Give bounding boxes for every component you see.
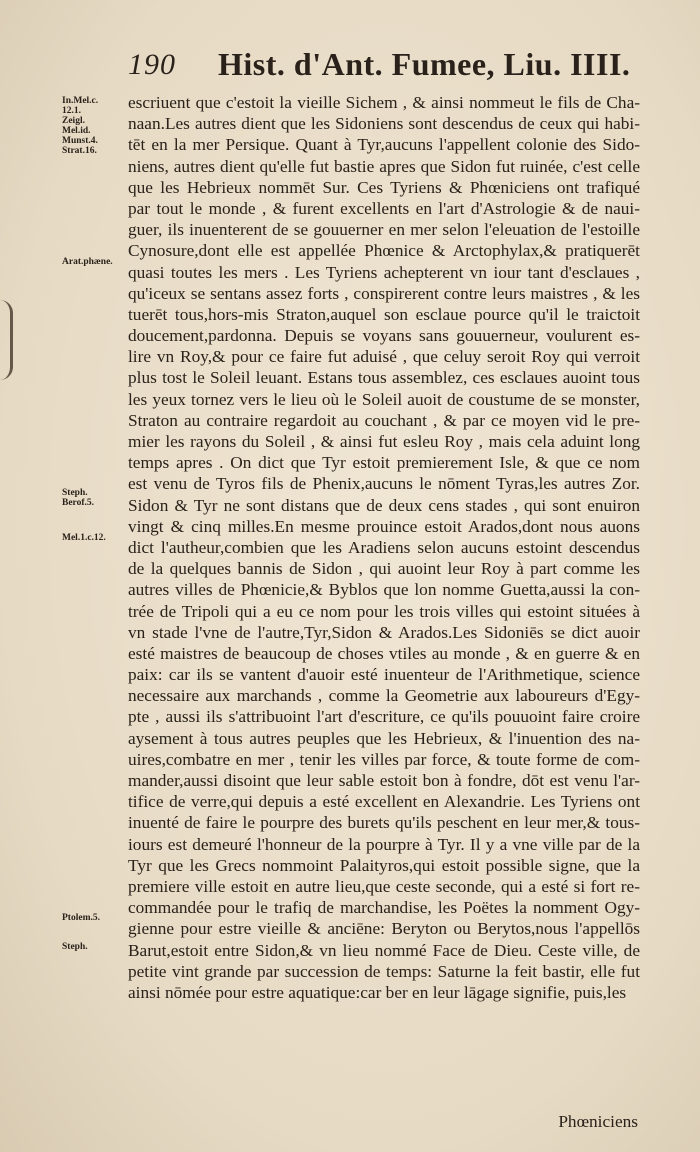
text-line: ainsi nōmée pour estre aquatique:car ber en leur lāgage signifie, puis,les [128, 982, 627, 1002]
text-line: premiere ville estoit en autre lieu,que ceste seconde, qui a esté si fort re- [128, 876, 640, 896]
text-line: iours est demeuré l'honneur de la pourpre à Tyr. Il y a vne ville par de la [128, 834, 640, 854]
text-line: paix: car ils se vantent d'auoir esté inuenteur de l'Arithmetique, science [128, 665, 640, 685]
text-line: aysement à tous autres peuples que les Hebrieux, & l'inuention des na- [128, 728, 640, 748]
margin-note: In.Mel.c. 12.1. Zeigl. Mel.id. Munst.4. Strat.16. [62, 96, 99, 156]
text-line: autres villes de Phœnicie,& Byblos que lon nomme Guetta,aussi la con- [128, 580, 640, 600]
margin-note: Steph. Berof.5. [62, 488, 95, 508]
text-line: mander,aussi disoint que leur sable estoit bon à fondre, dōt est venu l'ar- [128, 771, 640, 790]
text-line: uires,combatre en mer , tenir les villes par force, & toute forme de com- [128, 749, 640, 769]
text-line: tifice de verre,qui depuis a esté excellent en Alexandrie. Les Tyriens ont [128, 792, 640, 812]
text-line: inuenté de faire le pourpre des burets qu'ils peschent en leur mer,& tous- [128, 813, 640, 833]
text-line: esté maistres de beaucoup de choses vtiles au monde , & en guerre & en [128, 643, 640, 663]
text-line: tuerēt tous,hors-mis Straton,auquel son esclaue pource qu'il le traictoit [128, 304, 640, 324]
text-line: de la quelques bannis de Sidon , qui auoint leur Roy à part comme les [128, 559, 640, 579]
text-line: gienne pour estre vieille & anciēne: Beryton ou Berytos,nous l'appellōs [128, 919, 640, 939]
text-line: dict l'autheur,combien que les Aradiens selon aucuns estoint descendus [128, 537, 640, 557]
running-head: Hist. d'Ant. Fumee, Liu. IIII. [218, 46, 631, 82]
binding-edge [0, 300, 13, 380]
text-line: quasi toutes les mers . Les Tyriens achepterent vn iour tant d'esclaues , [128, 262, 640, 282]
text-line: trée de Tripoli qui a eu ce nom pour les trois villes qui estoint situées à [128, 601, 640, 621]
margin-note: Ptolem.5. [62, 913, 100, 923]
margin-note: Mel.1.c.12. [62, 533, 106, 543]
text-line: vingt & cinq milles.En mesme prouince estoit Arados,dont nous auons [128, 516, 640, 536]
text-line: qu'iceux se sentans assez forts , conspirerent contre leurs maistres , & les [128, 283, 640, 303]
text-line: niens, autres dient qu'elle fut bastie apres que Sidon fut ruinée, c'est celle [128, 156, 640, 176]
text-line: doucement,pardonna. Depuis se voyans sans gouuerneur, voulurent es- [128, 326, 640, 346]
text-line: lire vn Roy,& pour ce faire fut aduisé , que celuy seroit Roy qui verroit [128, 347, 640, 367]
text-line: par tout le monde , & furent excellents en l'art d'Astrologie & de naui- [128, 198, 640, 218]
text-line: Tyr que les Grecs nommoint Palaityros,qui estoit possible signe, que la [128, 855, 640, 875]
margin-note: Steph. [62, 942, 88, 952]
text-line: guer, ils inuenterent de se gouuerner en mer selon l'eleuation de l'estoille [128, 220, 640, 240]
text-line: tēt en la mer Persique. Quant à Tyr,aucuns l'appellent colonie des Sido- [128, 135, 640, 155]
text-line: Barut,estoit entre Sidon,& vn lieu nommé Face de Dieu. Ceste ville, de [128, 940, 640, 960]
text-line: naan.Les autres dient que les Sidoniens sont descendus de ceux qui habi- [128, 114, 640, 134]
text-line: que les Hebrieux nommēt Sur. Ces Tyriens & Phœniciens ont trafiqué [128, 177, 640, 197]
text-line: escriuent que c'estoit la vieille Sichem , & ainsi nommeut le fils de Cha- [128, 93, 640, 112]
text-line: pte , aussi ils s'attribuoint l'art d'escriture, ce qu'ils pouuoint faire croire [128, 707, 640, 727]
text-line: Straton au contraire regardoit au couchant , & par ce moyen vid le pre- [128, 410, 640, 430]
text-line: mier les rayons du Soleil , & ainsi fut esleu Roy , mais cela aduint long [128, 432, 640, 451]
text-line: est venu de Tyros fils de Phenix,aucuns le nōment Tyras,les autres Zor. [128, 474, 640, 494]
text-line: plus tost le Soleil leuant. Estans tous assemblez, ces esclaues auoint tous [128, 368, 640, 388]
page-number: 190 [128, 48, 176, 81]
margin-note: Arat.phæne. [62, 257, 113, 267]
text-line: petite vint grande par succession de temps: Saturne la feit bastir, elle fut [128, 961, 640, 981]
text-line: necessaire aux marchands , comme la Geometrie aux laboureurs d'Egy- [128, 686, 640, 706]
text-line: commandée pour le trafiq de marchandise, les Poëtes la nomment Ogy- [128, 898, 640, 918]
body-text [128, 92, 640, 1003]
text-line: temps apres . On dict que Tyr estoit premierement Isle, & que ce nom [128, 453, 640, 473]
text-line: Cynosure,dont elle est appellée Phœnice & Arctophylax,& pratiquerēt [128, 241, 640, 261]
text-line: vn stade l'vne de l'autre,Tyr,Sidon & Arados.Les Sidoniēs se dict auoir [128, 622, 640, 642]
text-line: Sidon & Tyr ne sont distans que de deux cens stades , qui sont enuiron [128, 495, 640, 515]
catchword: Phœniciens [558, 1112, 638, 1131]
text-line: les yeux tornez vers le lieu où le Soleil auoit de coustume de se monster, [128, 389, 640, 409]
